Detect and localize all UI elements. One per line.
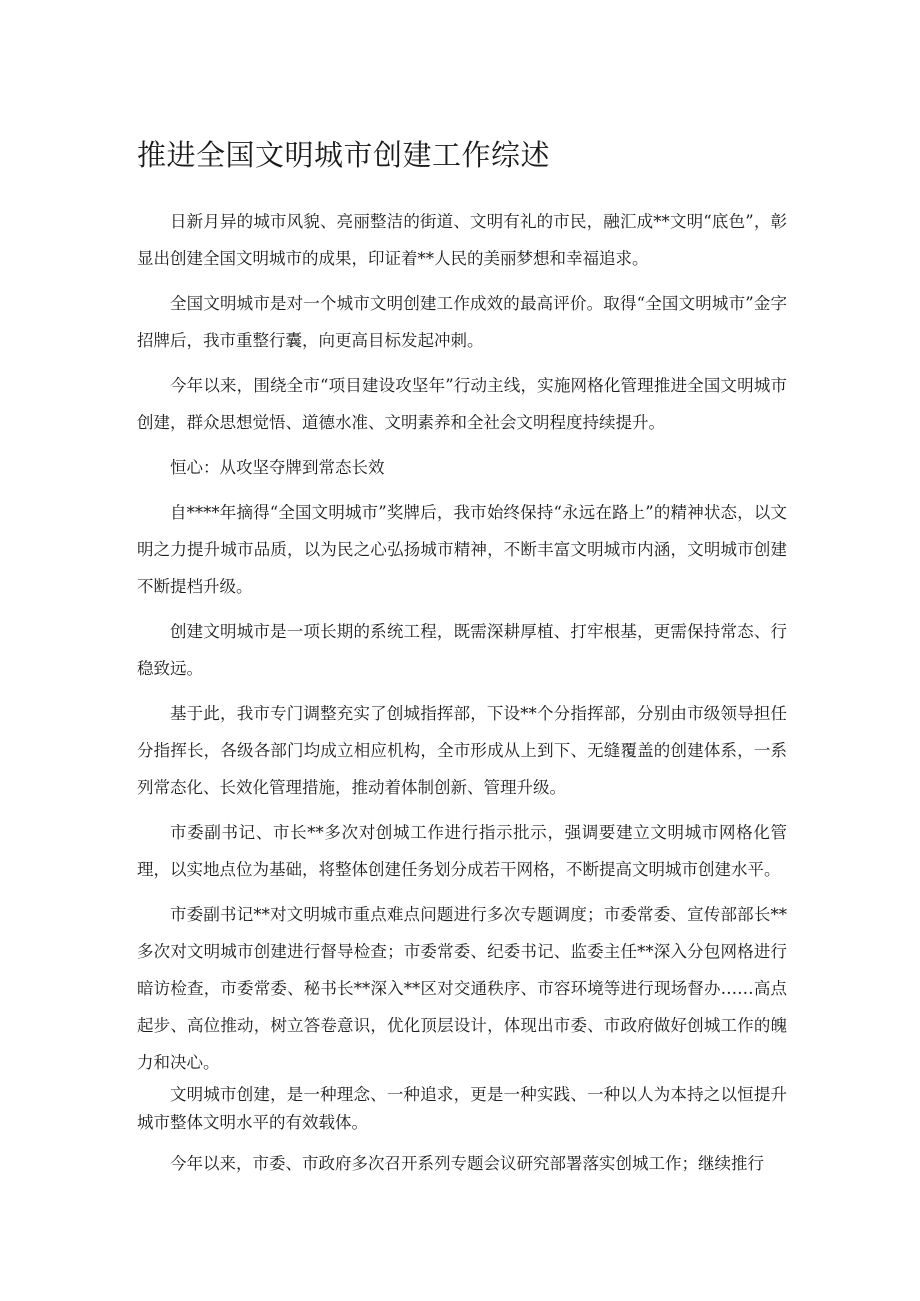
- paragraph-command: 基于此，我市专门调整充实了创城指挥部，下设**个分指挥部，分别由市级领导担任分指挥长，各级各部门均成立相应机构，全市形成从上到下、无缝覆盖的创建体系，一系列常态化、长效化管理措施，推动着体制创新、管理升级。: [137, 704, 787, 797]
- document-title: 推进全国文明城市创建工作综述: [137, 138, 551, 172]
- paragraph-award: 自****年摘得“全国文明城市”奖牌后，我市始终保持“永远在路上”的精神状态，以文明之力提升城市品质，以为民之心弘扬城市精神，不断丰富文明城市内涵，文明城市创建不断提档升级。: [137, 503, 787, 596]
- paragraph-meetings: 今年以来，市委、市政府多次召开系列专题会议研究部署落实创城工作；继续推行: [170, 1154, 764, 1173]
- paragraph-evaluation: 全国文明城市是对一个城市文明创建工作成效的最高评价。取得“全国文明城市”金字招牌后，我市重整行囊，向更高目标发起冲刺。: [137, 294, 787, 350]
- paragraph-intro: 日新月异的城市风貌、亮丽整洁的街道、文明有礼的市民，融汇成**文明“底色”，彰显出创建全国文明城市的成果，印证着**人民的美丽梦想和幸福追求。: [137, 212, 787, 268]
- paragraph-this-year: 今年以来，围绕全市“项目建设攻坚年”行动主线，实施网格化管理推进全国文明城市创建，群众思想觉悟、道德水准、文明素养和全社会文明程度持续提升。: [137, 376, 787, 432]
- paragraph-concept: 文明城市创建，是一种理念、一种追求，更是一种实践、一种以人为本持之以恒提升城市整体文明水平的有效载体。: [137, 1085, 787, 1132]
- paragraph-leadership: 市委副书记**对文明城市重点难点问题进行多次专题调度；市委常委、宣传部部长**多次对文明城市创建进行督导检查；市委常委、纪委书记、监委主任**深入分包网格进行暗访检查，市委常委、秘书长**深入**区对交通秩序、市容环境等进行现场督办……高点起步、高位推动，树立答卷意识，优化顶层设计，体现出市委、市政府做好创城工作的魄力和决心。: [137, 905, 787, 1072]
- document-body: [137, 203, 787, 1182]
- paragraph-mayor: 市委副书记、市长**多次对创城工作进行指示批示，强调要建立文明城市网格化管理，以实地点位为基础，将整体创建任务划分成若干网格，不断提高文明城市创建水平。: [137, 823, 787, 879]
- paragraph-system-project: 创建文明城市是一项长期的系统工程，既需深耕厚植、打牢根基，更需保持常态、行稳致远。: [137, 622, 787, 678]
- section-heading-perseverance: 恒心：从攻坚夺牌到常态长效: [170, 458, 385, 477]
